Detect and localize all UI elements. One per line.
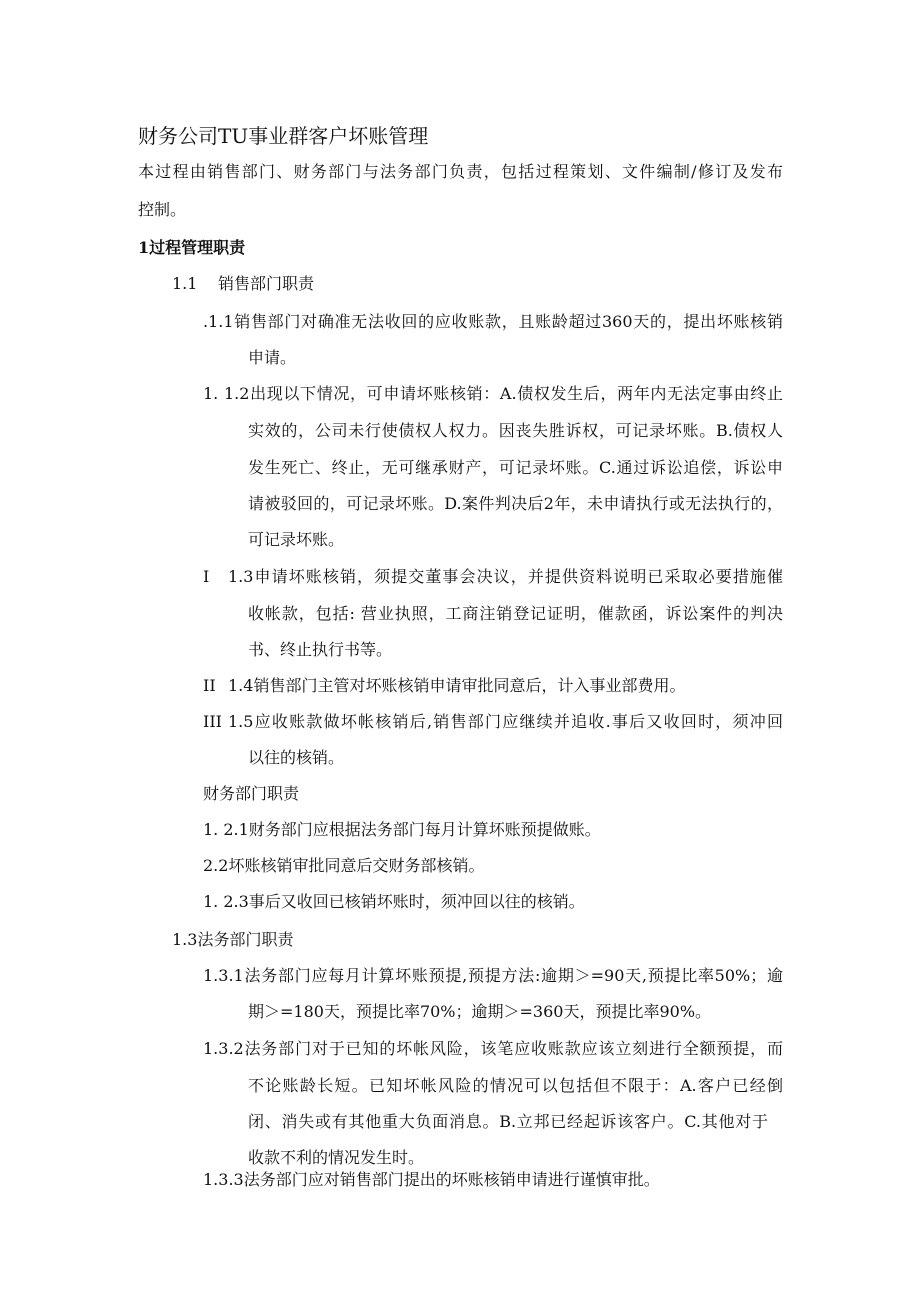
- item-1-3-2-line-2: 不论账龄长短。已知坏帐风险的情况可以包括但不限于：A.客户已经倒: [248, 1076, 783, 1095]
- item-1-3-1-line-2: 期＞=180天，预提比率70%；逾期＞=360天，预提比率90%。: [248, 1002, 712, 1021]
- document-title: 财务公司TU事业群客户坏账管理: [138, 124, 429, 148]
- item-1-3-2-line-1: 1.3.2法务部门对于已知的坏帐风险，该笔应收账款应该立刻进行全额预提，而: [203, 1039, 783, 1058]
- item-1-1-3-line-2: 收帐款，包括: 营业执照，工商注销登记证明，催款函，诉讼案件的判决: [248, 604, 783, 623]
- section-1-heading: 1过程管理职责: [138, 238, 246, 257]
- item-1-1-3-marker: I: [203, 567, 210, 586]
- item-1-1-2-line-2: 实效的，公司未行使债权人权力。因丧失胜诉权，可记录坏账。B.债权人: [248, 421, 783, 440]
- item-1-2-1: 1. 2.1财务部门应根据法务部门每月计算坏账预提做账。: [203, 820, 601, 839]
- item-1-1-3-line-1: 1.3申请坏账核销，须提交董事会决议，并提供资料说明已采取必要措施催: [228, 567, 783, 586]
- item-1-3-2-line-3: 闭、消失或有其他重大负面消息。B.立邦已经起诉该客户。C.其他对于: [248, 1112, 768, 1131]
- item-1-1-2-line-5: 可记录坏账。: [248, 530, 345, 549]
- subsection-1-2-heading: 财务部门职责: [203, 784, 300, 803]
- item-1-2-3: 1. 2.3事后又收回已核销坏账时，须冲回以往的核销。: [203, 892, 585, 911]
- item-1-1-5-line-2: 以往的核销。: [248, 748, 345, 767]
- intro-line-2: 控制。: [138, 200, 187, 219]
- item-1-3-2-line-4: 收款不利的情况发生时。: [248, 1148, 425, 1167]
- subsection-1-1-heading: 销售部门职责: [218, 274, 315, 293]
- item-1-1-2-line-3: 发生死亡、终止，无可继承财产，可记录坏账。C.通过诉讼追偿，诉讼申: [248, 458, 783, 477]
- subsection-1-1-number: 1.1: [172, 274, 198, 293]
- item-1-1-1-line-2: 申请。: [248, 348, 297, 367]
- item-1-1-3-line-3: 书、终止执行书等。: [248, 640, 393, 659]
- item-1-2-2: 2.2坏账核销审批同意后交财务部核销。: [203, 856, 485, 875]
- item-1-1-4-marker: II: [203, 676, 216, 695]
- item-1-1-2-line-1: 1. 1.2出现以下情况，可申请坏账核销：A.债权发生后，两年内无法定事由终止: [203, 384, 783, 403]
- item-1-1-1-line-1: .1.1销售部门对确准无法收回的应收账款，且账龄超过360天的，提出坏账核销: [203, 312, 783, 331]
- item-1-1-4-line-1: 1.4销售部门主管对坏账核销申请审批同意后，计入事业部费用。: [228, 676, 686, 695]
- item-1-3-1-line-1: 1.3.1法务部门应每月计算坏账预提,预提方法:逾期＞=90天,预提比率50%；逾: [203, 966, 783, 985]
- subsection-1-3-heading: 1.3法务部门职责: [172, 930, 294, 949]
- item-1-3-3: 1.3.3法务部门应对销售部门提出的坏账核销申请进行谨慎审批。: [203, 1170, 660, 1189]
- item-1-1-5-line-1: 1.5应收账款做坏帐核销后,销售部门应继续并追收.事后又收回时，须冲回: [228, 712, 783, 731]
- item-1-1-5-marker: III: [203, 712, 222, 731]
- intro-line-1: 本过程由销售部门、财务部门与法务部门负责，包括过程策划、文件编制/修订及发布: [138, 162, 783, 181]
- item-1-1-2-line-4: 请被驳回的，可记录坏账。D.案件判决后2年，未申请执行或无法执行的，: [248, 494, 783, 513]
